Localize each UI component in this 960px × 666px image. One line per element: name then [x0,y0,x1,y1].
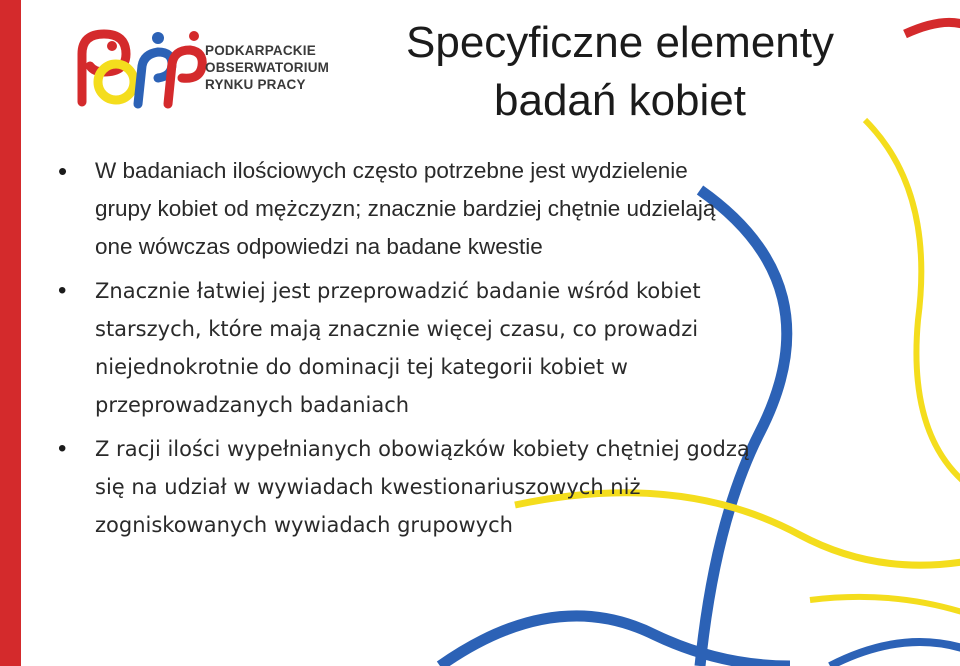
logo-red-dot-2 [189,31,199,41]
logo-red-dot-1 [107,41,117,51]
blue-swoosh-bottom-right [830,642,960,666]
title-line-1: Specyficzne elementy [406,18,834,67]
slide-title [360,14,880,130]
blue-swoosh-bottom [440,616,790,666]
bullet-1-line-3: one wówczas odpowiedzi na badane kwestie [95,234,543,259]
bullet-3-line-2: się na udział w wywiadach kwestionariuszowych niż [95,475,641,499]
bullet-item-1 [58,152,918,266]
bullet-2-line-4: przeprowadzanych badaniach [95,393,410,417]
logo-line-3: RYNKU PRACY [205,77,306,92]
bullet-1-line-2: grupy kobiet od mężczyzn; znacznie bardziej chętnie udzielają [95,196,716,221]
bullet-item-3 [58,430,918,544]
bullet-3-line-3: zogniskowanych wywiadach grupowych [95,513,513,537]
bullet-2-line-3: niejednokrotnie do dominacji tej kategorii kobiet w [95,355,628,379]
title-line-2: badań kobiet [494,76,746,125]
bullet-list [58,152,918,544]
logo-red-p-2 [168,50,202,104]
red-swoosh-top-right [905,22,960,34]
bullet-item-2 [58,272,918,424]
bullet-2-line-2: starszych, które mają znacznie więcej czasu, co prowadzi [95,317,699,341]
logo-blue-dot [152,32,164,44]
logo-line-2: OBSERWATORIUM [205,60,330,75]
bullet-1-line-1: • W badaniach ilościowych często potrzebne jest wydzielenie [95,158,688,183]
logo-line-1: PODKARPACKIE [205,43,316,58]
logo-text [205,42,329,93]
bullet-2-line-1: • Znacznie łatwiej jest przeprowadzić badanie wśród kobiet [95,279,701,303]
yellow-swoosh-lower [810,597,960,612]
bullet-3-line-1: • Z racji ilości wypełnianych obowiązków kobiety chętniej godzą [95,437,750,461]
